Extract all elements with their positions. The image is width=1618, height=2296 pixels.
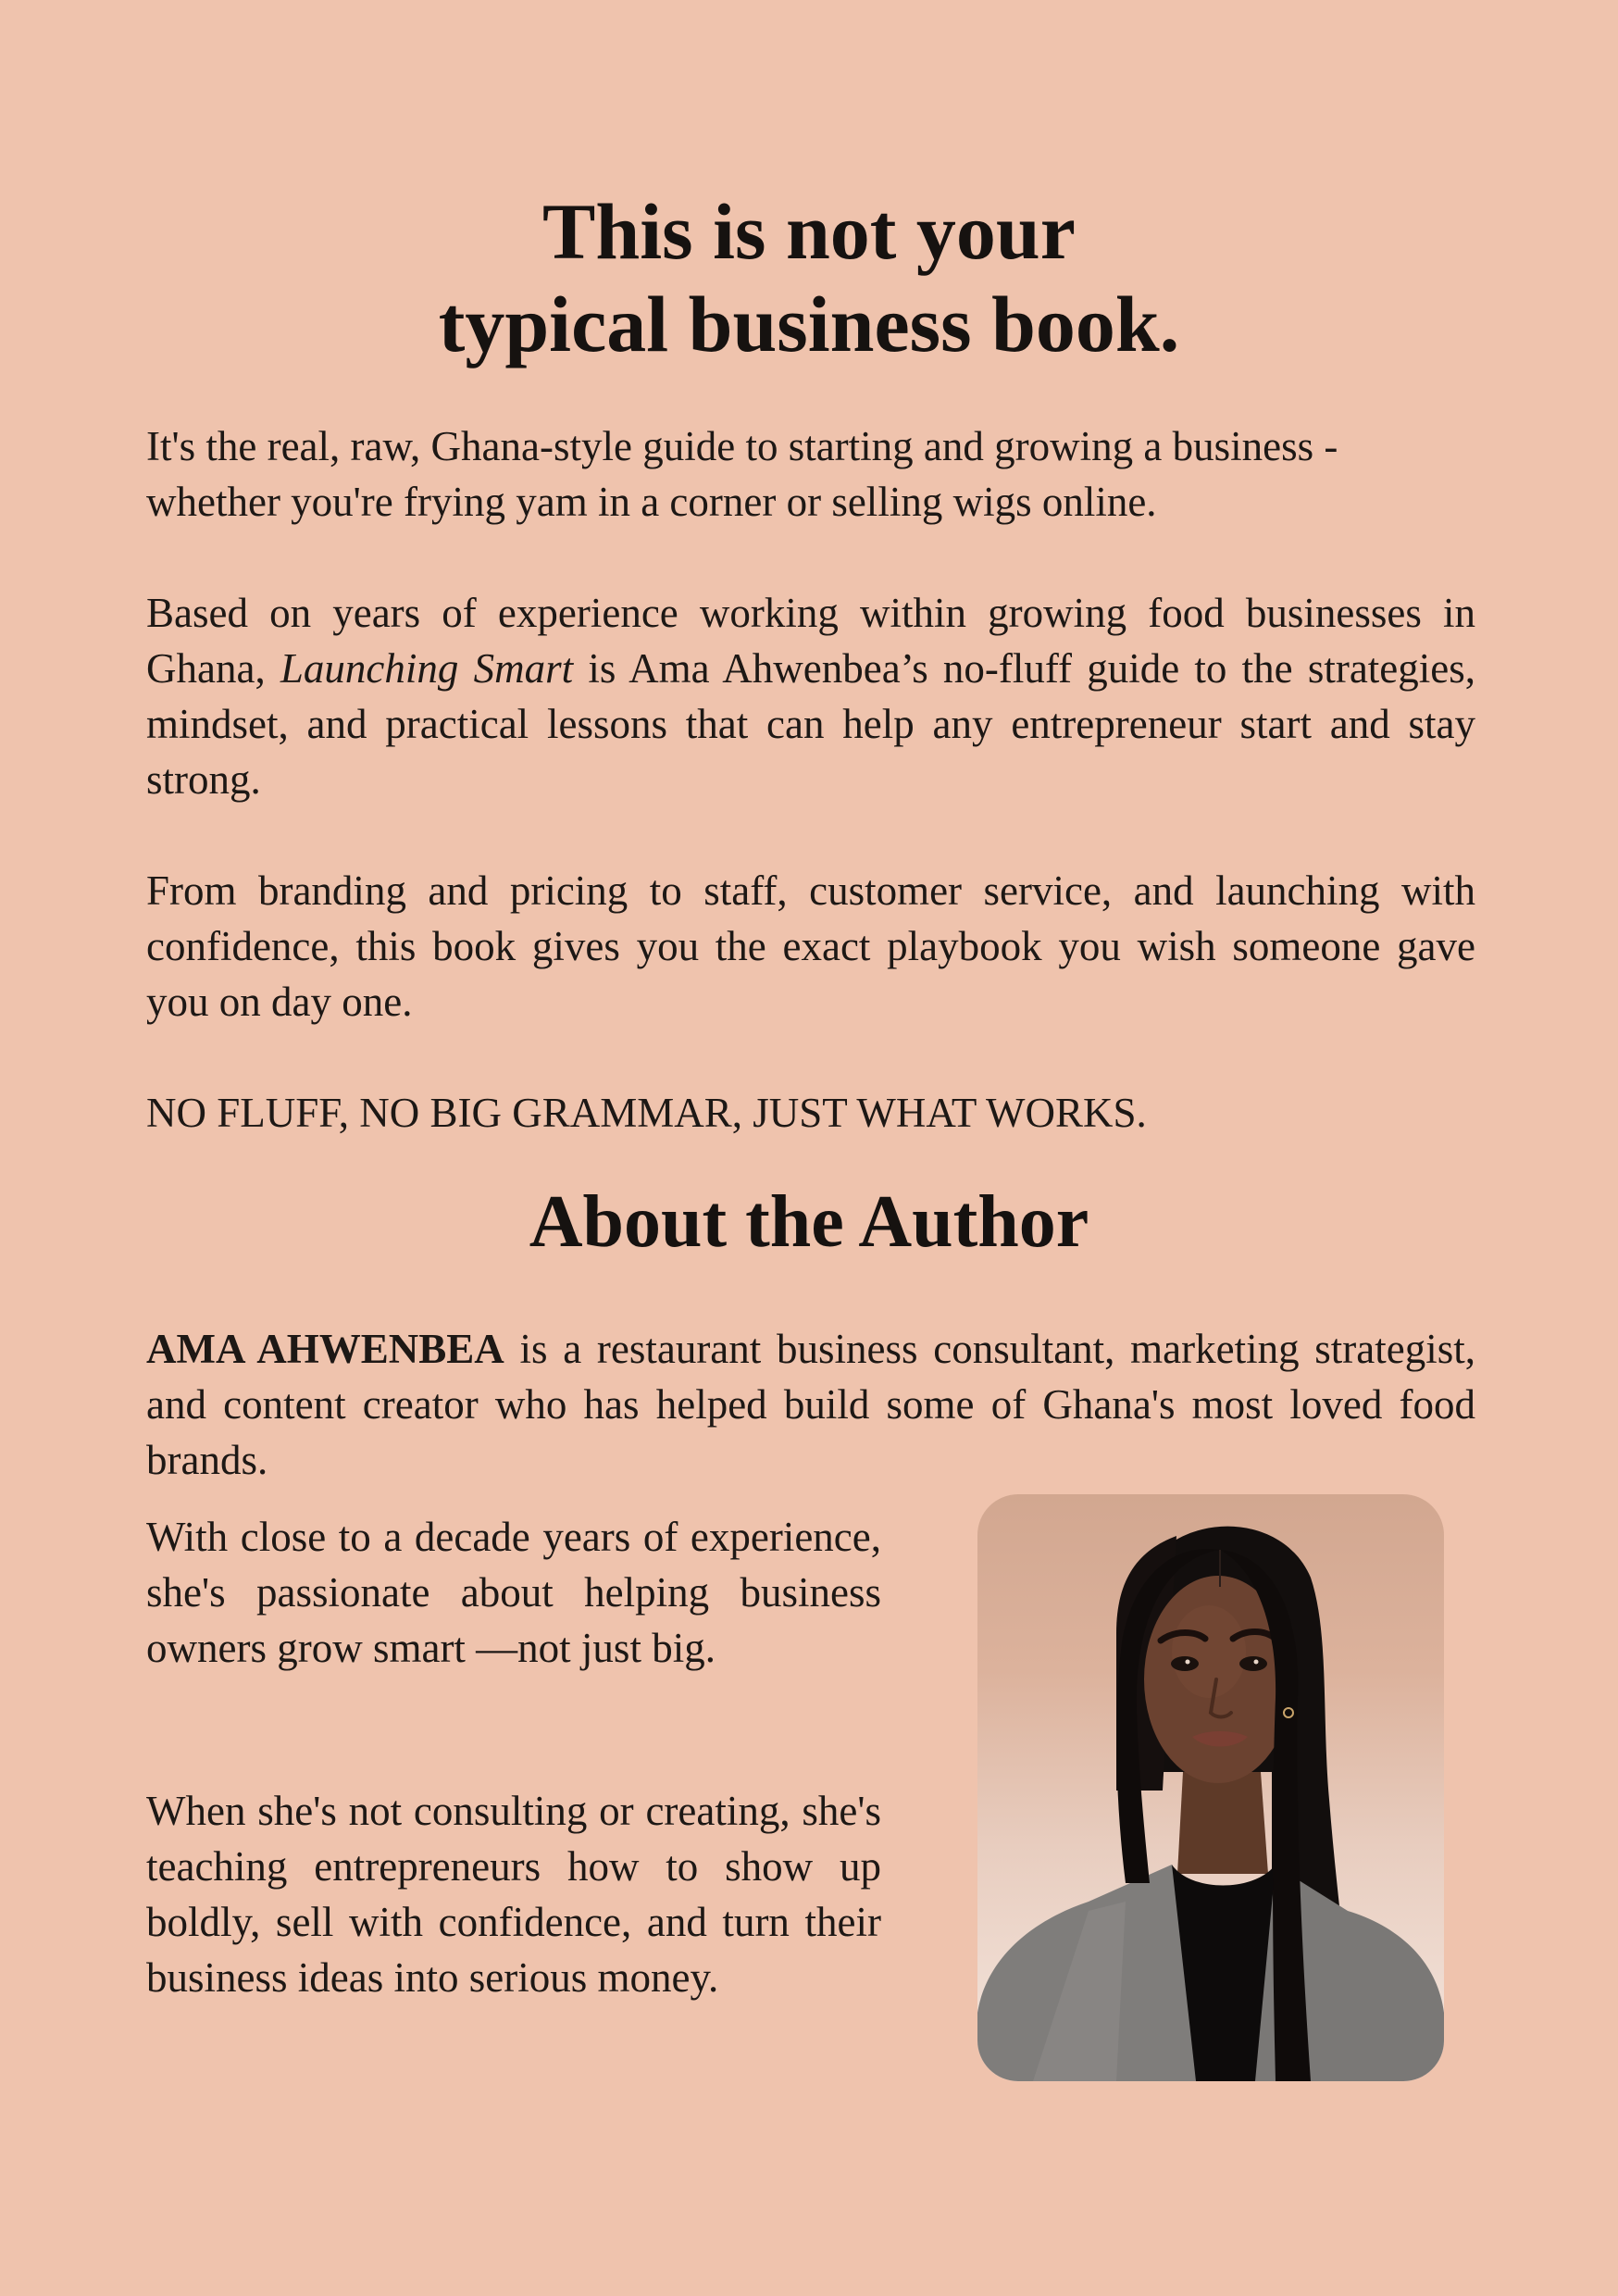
book-title: Launching Smart <box>280 645 574 692</box>
intro-paragraph-1: It's the real, raw, Ghana-style guide to starting and growing a business - whether you're frying yam in a corner or selling wigs online. <box>146 423 1338 525</box>
intro-paragraph-2-rest: is Ama Ahwenbea’s no-fluff guide to the strategies, mindset, and practical lessons that can help any entrepreneur start and stay strong. <box>146 645 1476 803</box>
headline-line-1: This is not your <box>542 187 1076 276</box>
about-author-heading: About the Author <box>529 1181 1089 1263</box>
author-bio-2: With close to a decade years of experience, she's passionate about helping business owners grow smart —not just big. <box>146 1514 881 1671</box>
tagline: NO FLUFF, NO BIG GRAMMAR, JUST WHAT WORKS. <box>146 1090 1147 1136</box>
intro-paragraph-2 <box>146 585 1475 807</box>
page-headline <box>0 185 1618 370</box>
intro-paragraph-2-lead: Based on years of experience working within growing food businesses in Ghana, <box>146 590 1475 692</box>
headline-line-2: typical business book. <box>438 280 1180 368</box>
author-bio-1-rest: is a restaurant business consultant, marketing strategist, and content creator who has helped build some of Ghana's most loved food brands. <box>146 1326 1476 1483</box>
author-bio-3: When she's not consulting or creating, she's teaching entrepreneurs how to show up boldly, sell with confidence, and turn their business ideas into serious money. <box>146 1788 881 2001</box>
author-bio-1 <box>146 1321 1475 1488</box>
author-portrait <box>977 1494 1444 2081</box>
author-name: AMA AHWENBEA <box>146 1326 504 1372</box>
intro-paragraph-3: From branding and pricing to staff, customer service, and launching with confidence, this book gives you the exact playbook you wish someone gave you on day one. <box>146 867 1475 1025</box>
